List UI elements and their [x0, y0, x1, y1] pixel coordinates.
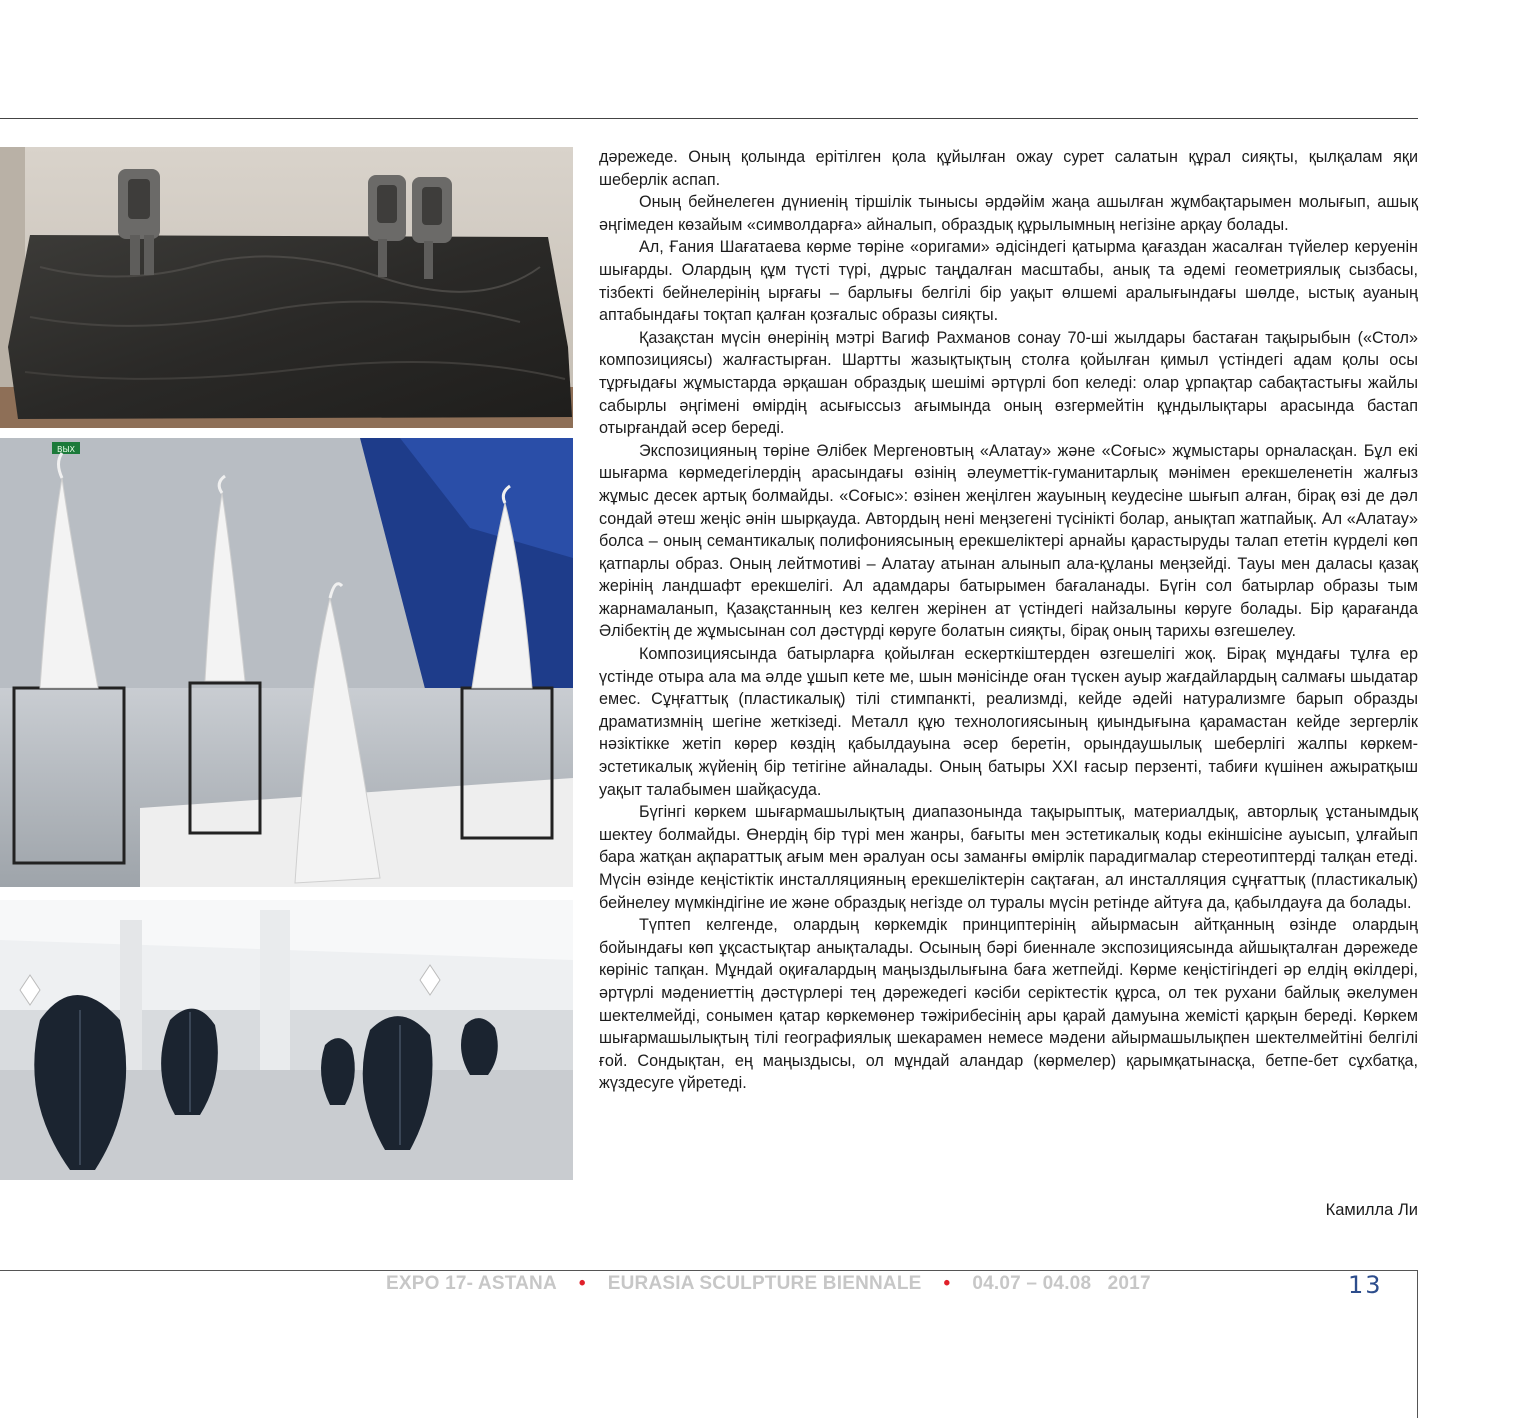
article-paragraph: дәрежеде. Оның қолында ерітілген қола құйылған ожау сурет салатын құрал сияқты, қылқалам яқи шеберлік аспап.: [599, 148, 1418, 189]
article-paragraph: Бүгінгі көркем шығармашылықтың диапазонында тақырыптық, материалдық, авторлық ұстанымдық шектеу болмайды. Өнердің бір түрі мен жанры, бағыты мен эстетикалық коды екіншісіне ауысып, ұлғайып бара жатқан ақпараттық ағым мен әралуан осы заманғы өмірлік парадигмалар стереотиптерді талқан етеді. Мүсін өзінде кеңістіктік инсталляцияның ерекшеліктерін сақтаған, ал инсталляция сұңғаттық (пластикалық) бейнелеу мүмкіндігіне ие және образдық негізде ол туралы мүсін ретінде айтуға да, қабылдауға да болады.: [599, 803, 1418, 912]
article-body: [599, 146, 1418, 1095]
photo-dark-sculptures-hall: [0, 900, 573, 1180]
article-paragraph: Ал, Ғания Шағатаева көрме төріне «оригами» әдісіндегі қатырма қағаздан жасалған түйелер керуенін шығарды. Олардың құм түсті түрі, дұрыс таңдалған масштабы, анық та әдемі геометриялық сызбасы, тізбекті бейнелерінің ырғағы – барлығы белгілі бір уақыт өлшемі аралығындағы шөлде, ыстық ауаның аптабындағы тоқтап қалған қозғалыс образы сияқты.: [599, 238, 1418, 325]
bottom-rule: [0, 1270, 1418, 1271]
footer-expo: EXPO 17- ASTANA: [386, 1273, 557, 1294]
footer-biennale: EURASIA SCULPTURE BIENNALE: [607, 1273, 922, 1294]
footer-bullet: •: [943, 1273, 951, 1294]
top-rule: [0, 118, 1418, 119]
article-paragraph: Түптеп келгенде, олардың көркемдік принциптерінің айырмасын айтқанның өзінде олардың бойындағы көп ұқсастықтар анықталады. Осының бәрі биеннале экспозициясында айшықталған дәрежеде көрініс тапқан. Мұндай оқиғалардың маңыздылығына баға жетпейді. Көрме кеңістігіндегі әр елдің өкілдері, әртүрлі мәдениеттің дәстүрлері тең дәрежедегі кәсіби серіктестік құрса, ол тек рухани байлық әкелумен шектелмейді, сонымен қатар көркемөнер тәжірибесінің ары қарай дамуына жемісті қарқын береді. Көркем шығармашылықтың тілі географиялық шекарамен немесе мәдени айырмашылықпен шектелмейтіні белгілі ғой. Сондықтан, ең маңыздысы, ол мұндай аландар (көрмелер) қарымқатынасқа, бетпе-бет сұхбатқа, жүздесуге үйретеді.: [599, 916, 1418, 1093]
footer-event-line: [386, 1273, 1151, 1295]
article-author: Камилла Ли: [1325, 1201, 1418, 1219]
dark-sculptures-image: [0, 900, 573, 1180]
article-paragraph: Композициясында батырларға қойылған ескерткіштерден өзгешелігі жоқ. Бірақ мұндағы тұлға ер үстінде отыра ала ма әлде ұшып кете ме, шын мәнісінде оған түскен ауыр жағдайлардың салмағы шыдатар емес. Сұңғаттық (пластикалық) тілі стимпанкті, реализмді, кейде әдейі натурализмге барып образды драматизмнің шегіне жеткізеді. Металл құю технологиясының қиындығына қарамастан кейде зергерлік нәзіктікке жетіп көрер көздің қабылдауына әсер беретін, орындаушылық шеберлігі жалпы көркем-эстетикалық жүйенің бір тетігіне айналады. Оның батыры XXI ғасыр перзенті, табиғи күшінен ажыратқыш уақыт талабымен шайқасуда.: [599, 645, 1418, 799]
exit-sign: ВЫХ: [56, 445, 76, 454]
footer-dates: 04.07 – 04.08 2017: [972, 1273, 1151, 1294]
white-sculptures-image: [0, 438, 573, 887]
photo-white-sculptures: [0, 438, 573, 887]
article-paragraph: Оның бейнелеген дүниенің тіршілік тынысы әрдәйім жаңа ашылған жұмбақтарымен молығып, ашық әңгімеден көзайым «символдарға» айналып, образдық құрылымның негізіне арқау болады.: [599, 193, 1418, 234]
page-number: 13: [1348, 1271, 1383, 1299]
table-sculpture-image: [0, 147, 573, 428]
article-paragraph: Қазақстан мүсін өнерінің мэтрі Вагиф Рахманов сонау 70-ші жылдары бастаған тақырыбын («Стол» композициясы) жалғастырған. Шартты жазықтықтың столға қойылған қимыл үстіндегі адам қолы осы тұрғыдағы жұмыстарда әрқашан образдық шешімі әртүрлі боп келеді: олар ұрпақтар сабақтастығы жайлы сабырлы әңгімені өмірдің асығыссыз ағымында оның өзгермейтін құндылықтары арасында бастап отырғандай әсер береді.: [599, 328, 1418, 438]
article-paragraph: Экспозицияның төріне Әлібек Мергеновтың «Алатау» және «Соғыс» жұмыстары орналасқан. Бұл екі шығарма көрмедегілердің арасындағы өзінің әлеуметтік-гуманитарлық мәнімен ерекшеленетін жалғыз жұмыс десек артық болмайды. «Соғыс»: өзінен жеңілген жауының кеудесіне шығып алған, бірақ өзі де дәл сондай әтеш жеңіс әнін шырқауда. Автордың нені меңзегені түсінікті болар, анықтап жатпайық. Ал «Алатау» болса – оның семантикалық полифониясының ерекшеліктері арнайы қарастыруды талап ететін күрделі көп қатпарлы образ. Оның лейтмотиві – Алатау атынан алынып ала-құланы меңзейді. Тауы мен даласы қазақ жерінің ландшафт ерекшелігі. Ал адамдары батырымен бағаланады. Бүгін сол батырлар образы тым жарнамаланып, Қазақстанның кез келген жерінен ат үстіндегі найзалыны көруге болады. Бір қарағанда Әлібектің де жұмысынан сол дәстүрді көруге болатын сияқты, бірақ оның тарихы өзгешелеу.: [599, 441, 1418, 641]
photo-table-sculpture: [0, 147, 573, 428]
footer-bullet: •: [578, 1273, 586, 1294]
right-rule: [1417, 1270, 1418, 1418]
